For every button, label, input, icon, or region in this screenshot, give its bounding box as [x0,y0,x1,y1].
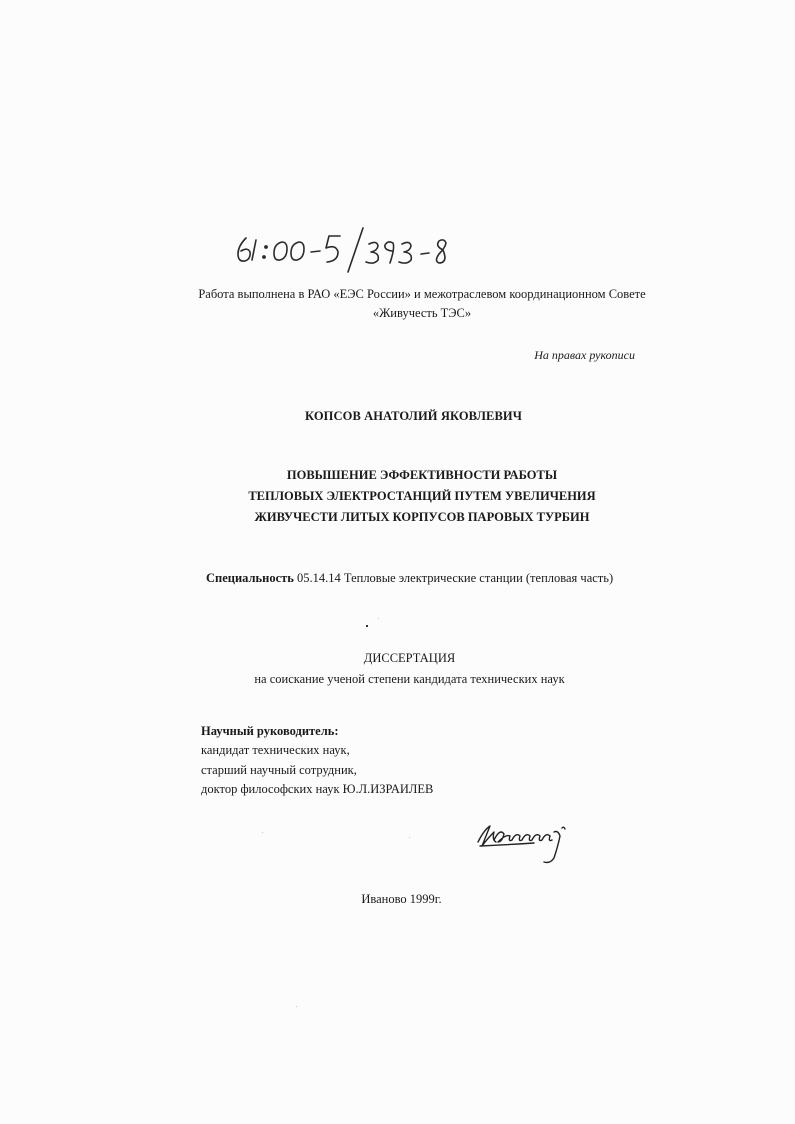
manuscript-rights-note: На правах рукописи [534,348,635,362]
specialty-label: Специальность [206,571,294,585]
handwritten-archive-number [232,218,462,274]
stray-dot [366,625,368,627]
handwritten-signature [474,820,574,866]
advisor-line-1: кандидат технических наук, [201,743,350,757]
degree-line: на соискание ученой степени кандидата технических наук [254,672,565,686]
title-line-1: ПОВЫШЕНИЕ ЭФФЕКТИВНОСТИ РАБОТЫ [286,468,558,482]
title-line-3: ЖИВУЧЕСТИ ЛИТЫХ КОРПУСОВ ПАРОВЫХ ТУРБИН [254,510,590,524]
specialty-line [206,570,613,586]
title-line-2: ТЕПЛОВЫХ ЭЛЕКТРОСТАНЦИЙ ПУТЕМ УВЕЛИЧЕНИЯ [248,489,596,503]
advisor-line-3: доктор философских наук Ю.Л.ИЗРАИЛЕВ [201,782,434,796]
advisor-heading: Научный руководитель: [201,724,339,738]
organization-line-1: Работа выполнена в РАО «ЕЭС России» и межотраслевом координационном Совете [198,287,646,301]
organization-line-2: «Живучесть ТЭС» [372,306,472,320]
author-name: КОПСОВ АНАТОЛИЙ ЯКОВЛЕВИЧ [305,409,522,423]
city-year: Иваново 1999г. [361,892,442,906]
advisor-line-2: старший научный сотрудник, [201,763,357,777]
specialty-value: 05.14.14 Тепловые электрические станции (тепловая часть) [293,571,614,585]
work-type: ДИССЕРТАЦИЯ [363,651,456,665]
